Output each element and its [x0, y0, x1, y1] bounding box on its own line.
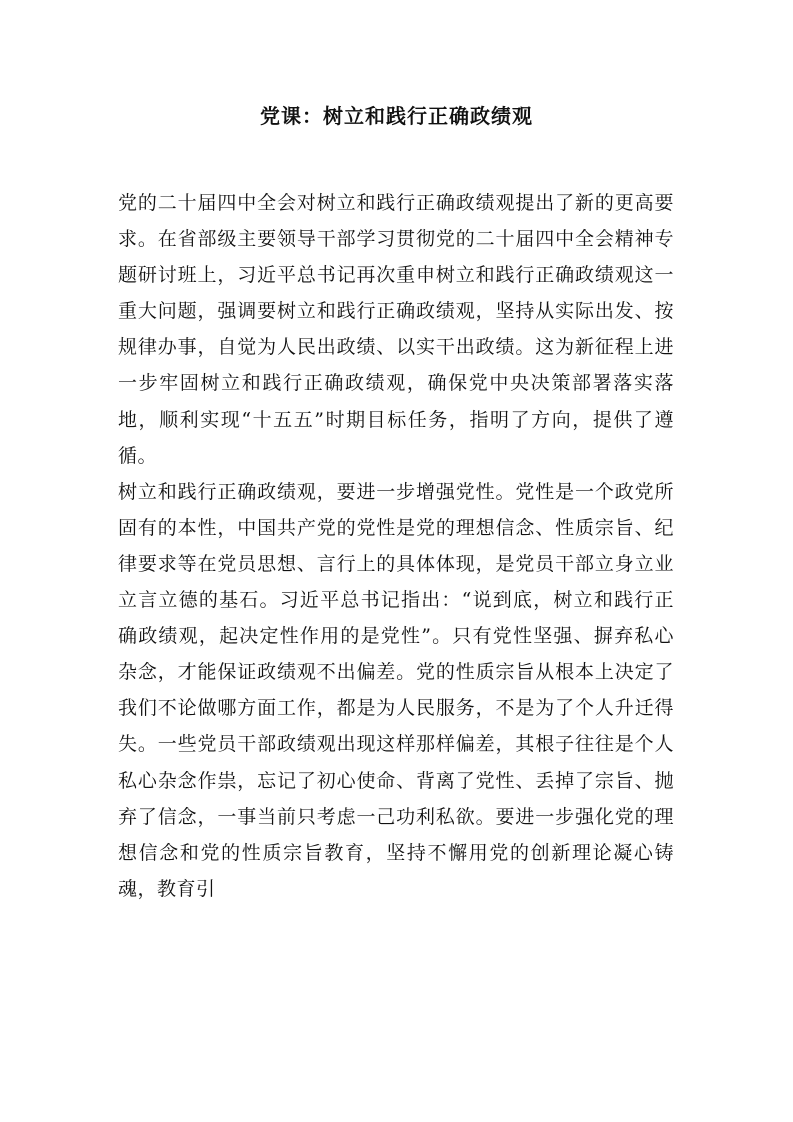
paragraph: 树立和践行正确政绩观，要进一步增强党性。党性是一个政党所固有的本性，中国共产党的党性是党的理想信念、性质宗旨、纪律要求等在党员思想、言行上的具体体现，是党员干部立身立业立言立德的基石。习近平总书记指出：“说到底，树立和践行正确政绩观，起决定性作用的是党性”。只有党性坚强、摒弃私心杂念，才能保证政绩观不出偏差。党的性质宗旨从根本上决定了我们不论做哪方面工作，都是为人民服务，不是为了个人升迁得失。一些党员干部政绩观出现这样那样偏差，其根子往往是个人私心杂念作祟，忘记了初心使命、背离了党性、丢掉了宗旨、抛弃了信念，一事当前只考虑一己功利私欲。要进一步强化党的理想信念和党的性质宗旨教育，坚持不懈用党的创新理论凝心铸魂，教育引 [118, 480, 674, 900]
paragraph: 党的二十届四中全会对树立和践行正确政绩观提出了新的更高要求。在省部级主要领导干部学习贯彻党的二十届四中全会精神专题研讨班上，习近平总书记再次重申树立和践行正确政绩观这一重大问题，强调要树立和践行正确政绩观，坚持从实际出发、按规律办事，自觉为人民出政绩、以实干出政绩。这为新征程上进一步牢固树立和践行正确政绩观，确保党中央决策部署落实落地，顺利实现“十五五”时期目标任务，指明了方向，提供了遵循。 [118, 192, 674, 467]
document-body [118, 185, 674, 907]
document-title: 党课：树立和践行正确政绩观 [260, 104, 533, 128]
